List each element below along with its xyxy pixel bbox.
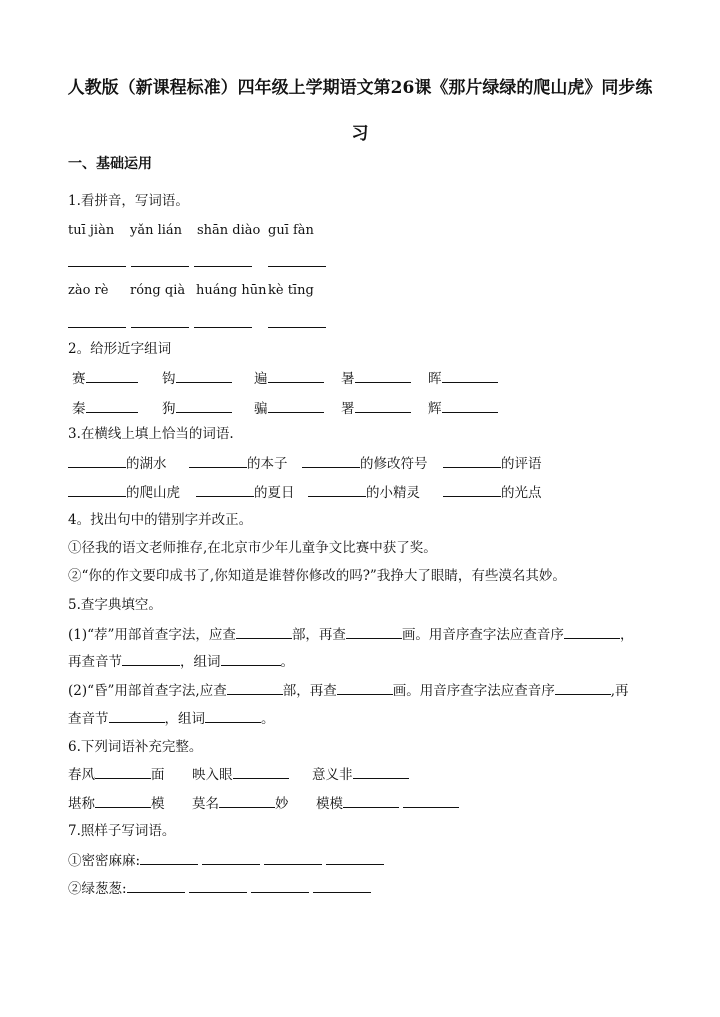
answer-line[interactable] [196, 482, 254, 497]
answer-line[interactable] [264, 850, 322, 865]
pinyin-7: huáng hūn [196, 283, 267, 298]
q3-label: 3.在横线上填上恰当的词语. [68, 426, 234, 442]
char-text: 晖 [428, 371, 442, 387]
text: 意义非 [312, 767, 353, 783]
answer-line[interactable] [122, 651, 180, 666]
answer-line[interactable] [337, 680, 393, 695]
answer-line[interactable] [95, 764, 151, 779]
answer-line[interactable] [131, 327, 189, 328]
text: ， [619, 627, 634, 643]
answer-line[interactable] [403, 793, 459, 808]
idiom-4 [68, 793, 165, 814]
text: 。 [261, 711, 275, 727]
pinyin-1: tuī jiàn [68, 223, 115, 238]
text: 莫名 [192, 796, 219, 812]
text: 部，再查 [282, 683, 337, 699]
char-1 [72, 368, 138, 389]
q4-label: 4。找出句中的错别字并改正。 [68, 512, 253, 528]
answer-line[interactable] [326, 850, 384, 865]
phrase: 的评语 [501, 456, 542, 472]
pinyin-8: kè tīng [268, 283, 314, 298]
fill-3 [302, 453, 428, 474]
answer-line[interactable] [68, 266, 126, 267]
char-text: 暑 [341, 371, 355, 387]
text: ①密密麻麻: [68, 853, 141, 869]
q6-label: 6.下列词语补充完整。 [68, 739, 203, 755]
char-10 [428, 398, 498, 419]
text: 春风 [68, 767, 95, 783]
char-text: 遍 [254, 371, 268, 387]
answer-line[interactable] [140, 850, 198, 865]
answer-line[interactable] [355, 398, 411, 413]
char-text: 狗 [162, 401, 176, 417]
idiom-6 [316, 793, 459, 814]
answer-line[interactable] [109, 708, 165, 723]
answer-line[interactable] [346, 624, 402, 639]
title-line-1: 人教版（新课程标准）四年级上学期语文第26课《那片绿绿的爬山虎》同步练 [67, 78, 653, 98]
q5-part1-line1 [68, 624, 633, 645]
q5-part2-line2 [68, 708, 275, 729]
answer-line[interactable] [227, 680, 283, 695]
text: 堪称 [68, 796, 95, 812]
text: 模模 [316, 796, 343, 812]
text: 映入眼 [192, 767, 233, 783]
phrase: 的小精灵 [366, 485, 420, 501]
title-line-2: 习 [351, 124, 369, 144]
answer-line[interactable] [86, 368, 138, 383]
fill-2 [189, 453, 288, 474]
answer-line[interactable] [308, 482, 366, 497]
q4-sentence-2: ②“你的作文要印成书了,你知道是谁替你修改的吗?”我挣大了眼睛，有些漠名其妙。 [68, 568, 566, 584]
answer-line[interactable] [268, 327, 326, 328]
answer-line[interactable] [205, 708, 261, 723]
text: ，组词 [180, 654, 221, 670]
idiom-5 [192, 793, 289, 814]
char-5 [428, 368, 498, 389]
fill-4 [443, 453, 542, 474]
answer-line[interactable] [236, 624, 292, 639]
q7-example-2 [68, 878, 371, 899]
text: 模 [151, 796, 165, 812]
phrase: 的夏日 [254, 485, 295, 501]
answer-line[interactable] [189, 453, 247, 468]
q1-label: 1.看拼音，写词语。 [68, 193, 189, 209]
answer-line[interactable] [268, 266, 326, 267]
pinyin-2: yǎn lián [130, 223, 183, 238]
char-3 [254, 368, 324, 389]
answer-line[interactable] [131, 266, 189, 267]
answer-line[interactable] [221, 651, 281, 666]
answer-line[interactable] [194, 327, 252, 328]
char-8 [254, 398, 324, 419]
q4-sentence-1: ①径我的语文老师推存,在北京市少年儿童争文比赛中获了奖。 [68, 540, 437, 556]
answer-line[interactable] [302, 453, 360, 468]
answer-line[interactable] [68, 327, 126, 328]
text: ,再 [610, 683, 629, 699]
fill-6 [196, 482, 295, 503]
q7-example-1 [68, 850, 384, 871]
answer-line[interactable] [176, 368, 232, 383]
answer-line[interactable] [442, 398, 498, 413]
fill-8 [443, 482, 542, 503]
idiom-3 [312, 764, 409, 785]
answer-line[interactable] [202, 850, 260, 865]
char-text: 辉 [428, 401, 442, 417]
char-text: 秦 [72, 401, 86, 417]
fill-1 [68, 453, 167, 474]
answer-line[interactable] [343, 793, 399, 808]
char-text: 署 [341, 401, 355, 417]
answer-line[interactable] [268, 368, 324, 383]
document-title [50, 70, 670, 152]
answer-line[interactable] [189, 878, 247, 893]
answer-line[interactable] [86, 398, 138, 413]
text: 查音节 [68, 711, 109, 727]
answer-line[interactable] [355, 368, 411, 383]
phrase: 的湖水 [126, 456, 167, 472]
section-heading: 一、基础运用 [68, 156, 152, 172]
text: 妙 [275, 796, 289, 812]
q7-label: 7.照样子写词语。 [68, 823, 176, 839]
char-text: 赛 [72, 371, 86, 387]
char-7 [162, 398, 232, 419]
text: ②绿葱葱: [68, 881, 127, 897]
q2-label: 2。给形近字组词 [68, 341, 172, 357]
answer-line[interactable] [127, 878, 185, 893]
text: 画。用音序查字法应查音序 [392, 683, 555, 699]
phrase: 的光点 [501, 485, 542, 501]
text: 再查音节 [68, 654, 122, 670]
char-4 [341, 368, 411, 389]
pinyin-6: róng qià [130, 283, 186, 298]
fill-7 [308, 482, 420, 503]
pinyin-4: guī fàn [268, 223, 314, 238]
answer-line[interactable] [268, 398, 324, 413]
q5-label: 5.查字典填空。 [68, 597, 162, 613]
answer-line[interactable] [442, 368, 498, 383]
char-6 [72, 398, 138, 419]
text: 面 [151, 767, 165, 783]
fill-5 [68, 482, 180, 503]
answer-line[interactable] [176, 398, 232, 413]
answer-line[interactable] [233, 764, 289, 779]
answer-line[interactable] [251, 878, 309, 893]
char-text: 钩 [162, 371, 176, 387]
text: 部，再查 [291, 627, 346, 643]
text: 画。用音序查字法应查音序 [401, 627, 564, 643]
char-text: 骗 [254, 401, 268, 417]
char-9 [341, 398, 411, 419]
answer-line[interactable] [68, 453, 126, 468]
phrase: 的爬山虎 [126, 485, 180, 501]
phrase: 的修改符号 [360, 456, 428, 472]
answer-line[interactable] [68, 482, 126, 497]
answer-line[interactable] [353, 764, 409, 779]
char-2 [162, 368, 232, 389]
idiom-2 [192, 764, 289, 785]
text: 。 [280, 654, 294, 670]
q5-part2-line1 [68, 680, 629, 701]
answer-line[interactable] [443, 453, 501, 468]
pinyin-5: zào rè [68, 283, 109, 298]
answer-line[interactable] [443, 482, 501, 497]
answer-line[interactable] [555, 680, 611, 695]
answer-line[interactable] [194, 266, 252, 267]
answer-line[interactable] [313, 878, 371, 893]
q5-part1-line2 [68, 651, 294, 672]
answer-line[interactable] [564, 624, 620, 639]
text: (2)“昏”用部首查字法,应查 [68, 683, 227, 699]
answer-line[interactable] [219, 793, 275, 808]
answer-line[interactable] [95, 793, 151, 808]
text: (1)“荐”用部首查字法，应查 [68, 627, 236, 643]
text: ，组词 [164, 711, 205, 727]
phrase: 的本子 [247, 456, 288, 472]
idiom-1 [68, 764, 165, 785]
pinyin-3: shān diào [197, 223, 261, 238]
